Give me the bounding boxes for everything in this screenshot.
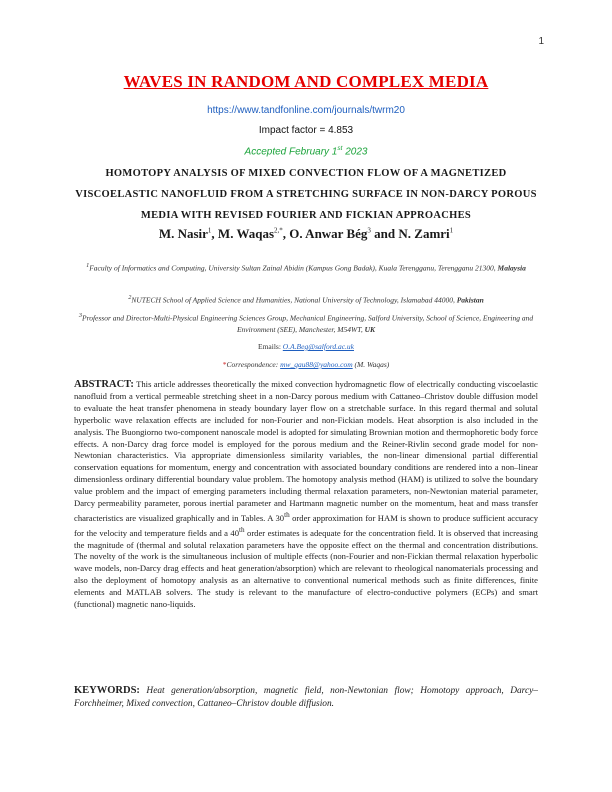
abstract-text: This article addresses theoretically the mixed convection hydromagnetic flow of electrically conducting viscoelastic nanofluid from a vertical permeable stretching sheet in a non-Darcy porous medium with Cattaneo–Christov double diffusion model to evaluate the heat transfer phenomena in steady boundary layer flow on a stretchable surface. In this regard thermal and solutal hyperbolic wave relaxation effects are included for non-Fourier and non-Fickian models. Heat absorption is also included in the analysis. The Buongiorno two-component nanoscale model is adopted for simulating Brownian motion and thermophoretic body force effects. A non-Darcy drag force model is employed for the porous medium and the Reiner-Rivlin second grade model for non-Newtonian characteristics. Via appropriate dimensionless similarity variables, the non-linear dimensional partial differential conservation equations for momentum, energy and concentration with associated boundary conditions are rendered into a non–linear dimensionless ordinary differential boundary value problem. The homotopy analysis method (HAM) is utilized to solve the boundary value problem and the impact of emerging parameters including thermal relaxation parameters, non-Newtonian material parameter, Darcy permeability parameter, porous inertial parameter and Hartmann magnetic number on the momentum, heat and mass transfer characteristics are visualized graphically and in Tables. A 30: [74, 379, 538, 523]
journal-url-link[interactable]: https://www.tandfonline.com/journals/twrm20: [207, 105, 405, 116]
emails-label: Emails:: [258, 342, 283, 351]
accepted-date-suffix: st: [337, 145, 343, 152]
keywords: [74, 684, 538, 711]
abstract-text: order estimates is adequate for the concentration field. It is observed that increasing the magnitude of (thermal and solutal relaxation parameters have the opposite effect on the thermal and concentration distributions. The novelty of the work is the simultaneous inclusion of multiple effects (non-Fourier and non-Fickian thermal relaxation hyperbolic wave models, non-Darcy drag effects and heat generation/absorption) which are relevant to rheological nanomaterials processing and also the deployment of homotopy analysis as an alternative to conventional numerical methods such as finite differences, finite elements and MATLAB solvers. The study is relevant to the manufacture of electro-conductive polymers (ECPs) and smart (functional) magnetic nano-liquids.: [74, 527, 538, 610]
accepted-date: [0, 145, 612, 157]
author-name: M. Nasir: [158, 226, 208, 241]
correspondence-label: Correspondence:: [226, 360, 281, 369]
author-separator: ,: [211, 226, 218, 241]
affiliation-country: Pakistan: [456, 295, 484, 305]
affiliation-country: UK: [364, 324, 376, 334]
affiliation-marker: 3: [78, 312, 82, 319]
author-affiliation-marker: 1: [207, 226, 212, 235]
affiliation-text: Professor and Director-Multi-Physical Engineering Sciences Group, Mechanical Engineering, Salford University, School of Science, Engineering and Environment (SEE), Manchester, M54WT,: [81, 313, 534, 334]
author-separator: and: [370, 226, 399, 241]
author-name: O. Anwar Bég: [289, 226, 368, 241]
correspondence-email-link[interactable]: mw_qau88@yahoo.com: [280, 360, 353, 369]
email-link[interactable]: O.A.Beg@salford.ac.uk: [282, 342, 354, 351]
ordinal-suffix: th: [284, 510, 290, 519]
accepted-date-year: 2023: [342, 146, 368, 158]
journal-title[interactable]: WAVES IN RANDOM AND COMPLEX MEDIA: [123, 72, 489, 91]
correspondence-name: (M. Waqas): [352, 360, 390, 369]
keywords-label: KEYWORDS:: [74, 685, 140, 696]
author-name: M. Waqas: [217, 226, 275, 241]
affiliation-marker: 1: [86, 262, 90, 269]
keywords-text: Heat generation/absorption, magnetic field, non-Newtonian flow; Homotopy approach, Darcy–Forchheimer, Mixed convection, Cattaneo–Christov double diffusion.: [74, 686, 538, 709]
paper-title: HOMOTOPY ANALYSIS OF MIXED CONVECTION FLOW OF A MAGNETIZED VISCOELASTIC NANOFLUID FROM A STRETCHING SURFACE IN NON-DARCY POROUS MEDIA WITH REVISED FOURIER AND FICKIAN APPROACHES: [75, 168, 537, 221]
emails-line: [0, 342, 612, 351]
correspondence-line: [0, 360, 612, 369]
abstract-label: ABSTRACT:: [74, 379, 134, 390]
author-name: N. Zamri: [398, 226, 450, 241]
page-number: 1: [538, 36, 544, 47]
affiliation-country: Malaysia: [497, 263, 526, 273]
affiliation-2: [76, 292, 536, 306]
affiliation-text: Faculty of Informatics and Computing, University Sultan Zainal Abidin (Kampus Gong Badak), Kuala Terengganu, Terengganu 21300,: [89, 263, 498, 273]
ordinal-suffix: th: [239, 525, 245, 534]
impact-factor: Impact factor = 4.853: [258, 125, 354, 136]
abstract: [74, 379, 538, 611]
affiliation-1: [76, 260, 536, 274]
affiliation-3: [76, 310, 536, 335]
affiliation-marker: 2: [128, 294, 132, 301]
author-separator: ,: [282, 226, 290, 241]
affiliation-text: NUTECH School of Applied Science and Humanities, National University of Technology, Islamabad 44000,: [131, 295, 457, 305]
author-affiliation-marker: 3: [367, 226, 371, 235]
author-affiliation-marker: 2,*: [274, 226, 283, 235]
accepted-date-text: Accepted February 1: [244, 146, 338, 158]
author-list: [0, 226, 612, 242]
abstract-text: order approximation for HAM is shown to produce sufficient accuracy for the velocity and temperature fields and a 40: [74, 512, 539, 538]
asterisk-marker: *: [222, 360, 227, 369]
author-affiliation-marker: 1: [449, 226, 454, 235]
